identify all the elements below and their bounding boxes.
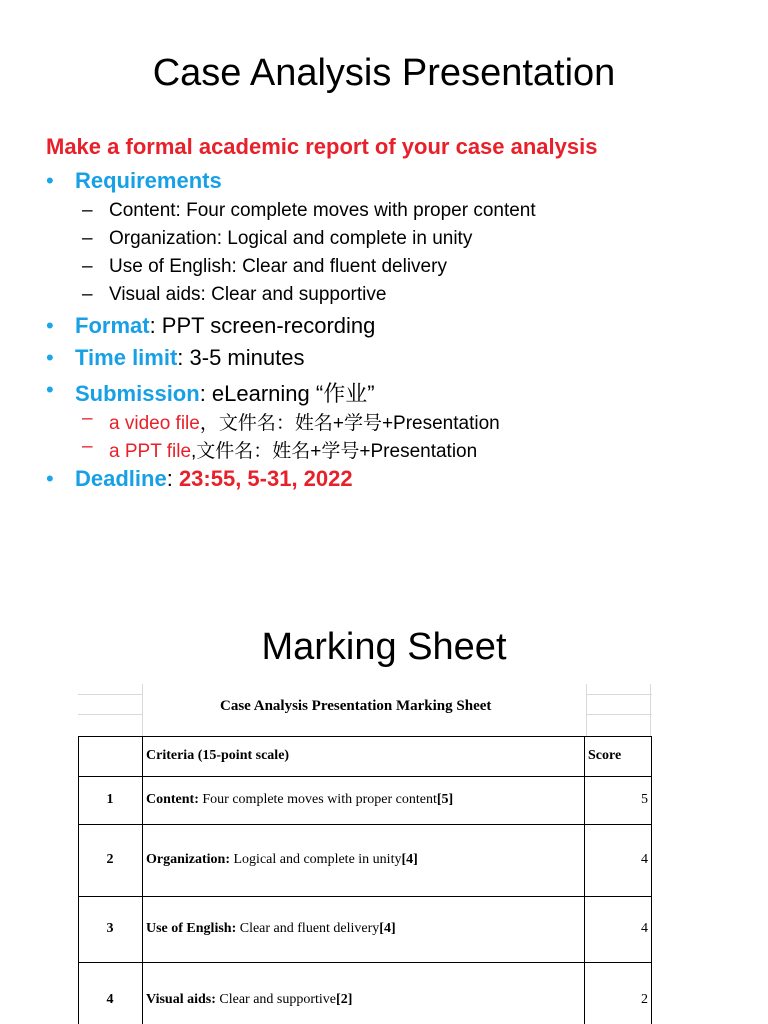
criteria-label: Visual aids: <box>146 992 216 1007</box>
table-border <box>78 824 652 825</box>
table-border <box>651 736 652 1024</box>
criteria-desc: Clear and fluent delivery <box>236 921 380 936</box>
table-border <box>142 736 143 1024</box>
format-label: Format <box>75 313 150 338</box>
gridline <box>78 694 142 695</box>
dash-marker: – <box>82 436 93 457</box>
criteria-desc: Clear and supportive <box>215 992 337 1007</box>
bullet-dot: • <box>46 377 54 402</box>
row-number: 4 <box>106 992 114 1007</box>
criteria-label: Use of English: <box>146 921 237 936</box>
criteria-cell <box>146 792 453 808</box>
row-number: 1 <box>106 792 114 807</box>
score-cell: 4 <box>641 921 648 936</box>
marking-sheet-table <box>78 684 652 1024</box>
dash-marker: – <box>82 408 93 429</box>
dash-marker: – <box>82 284 93 305</box>
row-number: 2 <box>106 852 114 867</box>
deadline-separator: : <box>166 466 179 491</box>
criteria-desc: Four complete moves with proper content <box>198 792 437 807</box>
slide-title: Marking Sheet <box>261 626 507 668</box>
criteria-max: [4] <box>401 852 418 867</box>
table-border <box>78 776 652 777</box>
dash-marker: – <box>82 228 93 249</box>
slide-title: Case Analysis Presentation <box>152 52 616 94</box>
dash-marker: – <box>82 200 93 221</box>
criteria-max: [2] <box>336 992 353 1007</box>
submission-value: : eLearning “作业” <box>199 381 375 406</box>
dash-marker: – <box>82 256 93 277</box>
criteria-max: [5] <box>436 792 454 807</box>
table-border <box>78 736 652 737</box>
table-border <box>584 736 585 1024</box>
submission-file-type: a PPT file <box>109 441 192 462</box>
deadline-value: 23:55, 5-31, 2022 <box>178 466 353 491</box>
table-border <box>78 962 652 963</box>
criteria-label: Organization: <box>146 852 230 867</box>
requirement-text: Visual aids: Clear and supportive <box>109 284 387 305</box>
submission-label: Submission <box>75 381 200 406</box>
criteria-max: [4] <box>379 921 396 936</box>
time-limit-value: : 3-5 minutes <box>177 345 305 370</box>
gridline <box>586 714 652 715</box>
format-value: : PPT screen-recording <box>149 313 376 338</box>
score-cell: 5 <box>641 792 648 807</box>
gridline <box>586 684 587 736</box>
gridline <box>586 694 652 695</box>
requirement-text: Organization: Logical and complete in unity <box>109 228 473 249</box>
criteria-cell <box>146 921 396 937</box>
intro-text: Make a formal academic report of your case analysis <box>46 134 598 159</box>
slide-marking-sheet <box>0 600 768 1024</box>
bullet-dot: • <box>46 466 54 491</box>
submission-file-name: ,文件名：姓名+学号+Presentation <box>191 441 478 462</box>
gridline <box>142 684 143 736</box>
bullet-dot: • <box>46 168 54 193</box>
criteria-cell <box>146 852 418 868</box>
score-cell: 2 <box>641 992 648 1007</box>
table-border <box>78 896 652 897</box>
requirement-text: Content: Four complete moves with proper content <box>109 200 536 221</box>
bullet-dot: • <box>46 313 54 338</box>
gridline <box>78 714 142 715</box>
criteria-label: Content: <box>146 792 199 807</box>
bullet-dot: • <box>46 345 54 370</box>
deadline-label: Deadline <box>75 466 167 491</box>
requirements-label: Requirements <box>75 168 222 193</box>
score-header: Score <box>588 748 622 763</box>
row-number: 3 <box>106 921 114 936</box>
criteria-desc: Logical and complete in unity <box>230 852 402 867</box>
score-cell: 4 <box>641 852 648 867</box>
submission-file-type: a video file <box>109 413 200 434</box>
criteria-header: Criteria (15-point scale) <box>146 748 290 763</box>
time-limit-label: Time limit <box>75 345 178 370</box>
gridline <box>650 684 651 736</box>
submission-file-name: ，文件名：姓名+学号+Presentation <box>199 413 500 434</box>
table-border <box>78 736 79 1024</box>
criteria-cell <box>146 992 352 1008</box>
sheet-title: Case Analysis Presentation Marking Sheet <box>220 698 492 714</box>
requirement-text: Use of English: Clear and fluent delivery <box>109 256 447 277</box>
